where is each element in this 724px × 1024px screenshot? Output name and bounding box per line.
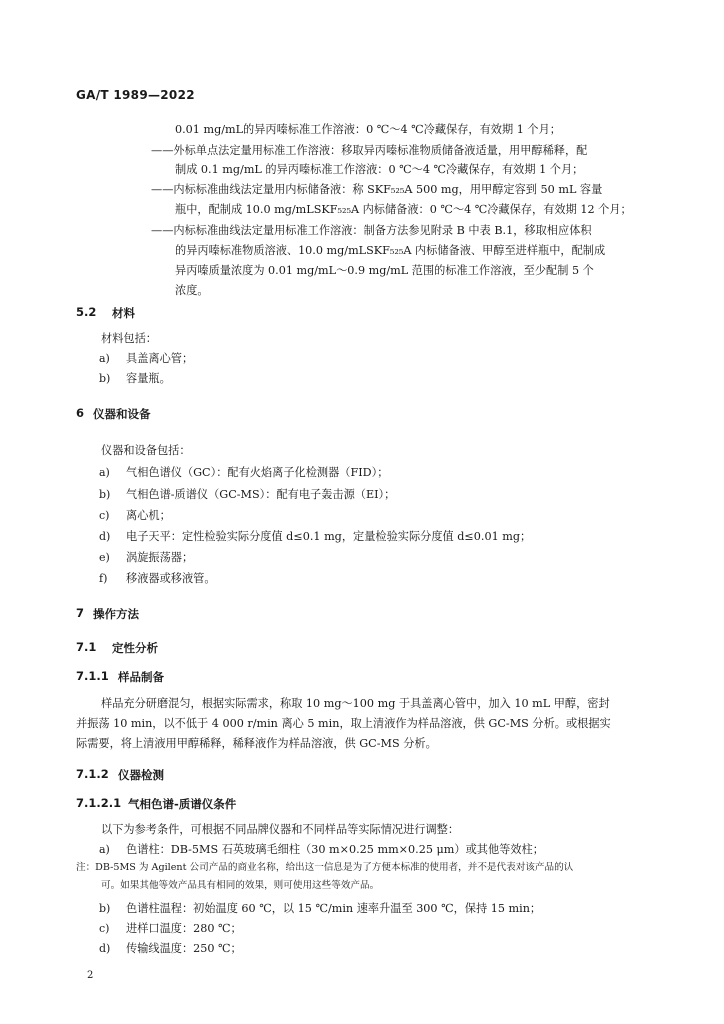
reagent-line: ——内标标准曲线法定量用标准工作溶液：制备方法参见附录 B 中表 B.1，移取相应体积 bbox=[151, 224, 592, 237]
list-marker: c) bbox=[99, 922, 110, 935]
paragraph-line: 际需要，将上清液用甲醇稀释，稀释液作为样品溶液，供 GC-MS 分析。 bbox=[76, 737, 437, 750]
list-marker: c) bbox=[99, 509, 110, 522]
reagent-line: 0.01 mg/mL的异丙嗪标准工作溶液：0 ℃～4 ℃冷藏保存，有效期 1 个月； bbox=[175, 123, 561, 136]
note-line: 注：DB-5MS 为 Agilent 公司产品的商业名称，给出这一信息是为了方便本标准的使用者，并不是代表对该产品的认 bbox=[76, 862, 574, 873]
list-item: 电子天平：定性检验实际分度值 d≤0.1 mg，定量检验实际分度值 d≤0.01 mg； bbox=[126, 530, 532, 543]
section-number: 7.1.2 bbox=[76, 767, 109, 781]
reagent-line: 的异丙嗪标准物质溶液、10.0 mg/mLSKF₅₂₅A 内标储备液、甲醇至进样瓶中，配制成 bbox=[175, 244, 606, 257]
section-title: 操作方法 bbox=[93, 607, 139, 621]
section-title: 材料 bbox=[112, 306, 135, 320]
section-title: 定性分析 bbox=[112, 641, 158, 655]
section-title: 样品制备 bbox=[118, 670, 164, 684]
reagent-line: ——内标标准曲线法定量用内标储备液：称 SKF₅₂₅A 500 mg，用甲醇定容到 50 mL 容量 bbox=[151, 183, 603, 196]
list-item: 传输线温度：250 ℃； bbox=[126, 942, 242, 955]
section-title: 仪器和设备 bbox=[93, 407, 151, 421]
list-marker: f) bbox=[99, 572, 108, 585]
list-item: 具盖离心管； bbox=[126, 352, 194, 365]
section-number: 6 bbox=[76, 406, 85, 420]
section-intro: 以下为参考条件，可根据不同品牌仪器和不同样品等实际情况进行调整： bbox=[101, 823, 460, 836]
section-intro: 材料包括： bbox=[101, 332, 157, 345]
section-title: 仪器检测 bbox=[118, 768, 164, 782]
section-number: 7.1.2.1 bbox=[76, 796, 122, 810]
section-intro: 仪器和设备包括： bbox=[101, 444, 191, 457]
list-item: 涡旋振荡器； bbox=[126, 551, 194, 564]
reagent-line: 制成 0.1 mg/mL 的异丙嗪标准工作溶液：0 ℃～4 ℃冷藏保存，有效期 1 个月； bbox=[175, 163, 584, 176]
note-line: 可。如果其他等效产品具有相同的效果，则可使用这些等效产品。 bbox=[101, 880, 380, 891]
paragraph-line: 样品充分研磨混匀，根据实际需求，称取 10 mg～100 mg 于具盖离心管中，加入 10 mL 甲醇，密封 bbox=[101, 697, 610, 710]
list-item: 色谱柱温程：初始温度 60 ℃，以 15 ℃/min 速率升温至 300 ℃，保持 15 min； bbox=[126, 902, 542, 915]
section-number: 7 bbox=[76, 606, 85, 620]
reagent-line: 瓶中，配制成 10.0 mg/mLSKF₅₂₅A 内标储备液：0 ℃～4 ℃冷藏保存，有效期 12 个月； bbox=[175, 203, 632, 216]
list-item: 进样口温度：280 ℃； bbox=[126, 922, 242, 935]
list-marker: a) bbox=[99, 466, 110, 479]
list-marker: b) bbox=[99, 488, 111, 501]
section-number: 7.1 bbox=[76, 640, 97, 654]
list-item: 色谱柱：DB-5MS 石英玻璃毛细柱（30 m×0.25 mm×0.25 μm）或其他等效柱； bbox=[126, 843, 544, 856]
list-item: 气相色谱仪（GC）：配有火焰离子化检测器（FID）； bbox=[126, 466, 389, 479]
reagent-line: 浓度。 bbox=[175, 284, 209, 297]
list-marker: a) bbox=[99, 352, 110, 365]
list-marker: b) bbox=[99, 902, 111, 915]
list-marker: e) bbox=[99, 551, 110, 564]
paragraph-line: 并振荡 10 min，以不低于 4 000 r/min 离心 5 min，取上清液作为样品溶液，供 GC-MS 分析。或根据实 bbox=[76, 717, 611, 730]
list-marker: b) bbox=[99, 372, 111, 385]
section-title: 气相色谱-质谱仪条件 bbox=[128, 797, 237, 811]
list-item: 移液器或移液管。 bbox=[126, 572, 216, 585]
standard-header: GA/T 1989—2022 bbox=[76, 88, 195, 102]
page-number: 2 bbox=[87, 970, 94, 981]
list-marker: a) bbox=[99, 843, 110, 856]
reagent-line: 异丙嗪质量浓度为 0.01 mg/mL～0.9 mg/mL 范围的标准工作溶液，至少配制 5 个 bbox=[175, 264, 594, 277]
list-item: 气相色谱-质谱仪（GC-MS）：配有电子轰击源（EI）； bbox=[126, 488, 396, 501]
list-marker: d) bbox=[99, 942, 111, 955]
section-number: 7.1.1 bbox=[76, 669, 109, 683]
reagent-line: ——外标单点法定量用标准工作溶液：移取异丙嗪标准物质储备液适量，用甲醇稀释，配 bbox=[151, 144, 588, 157]
section-number: 5.2 bbox=[76, 305, 97, 319]
list-item: 容量瓶。 bbox=[126, 372, 171, 385]
list-marker: d) bbox=[99, 530, 111, 543]
list-item: 离心机； bbox=[126, 509, 171, 522]
